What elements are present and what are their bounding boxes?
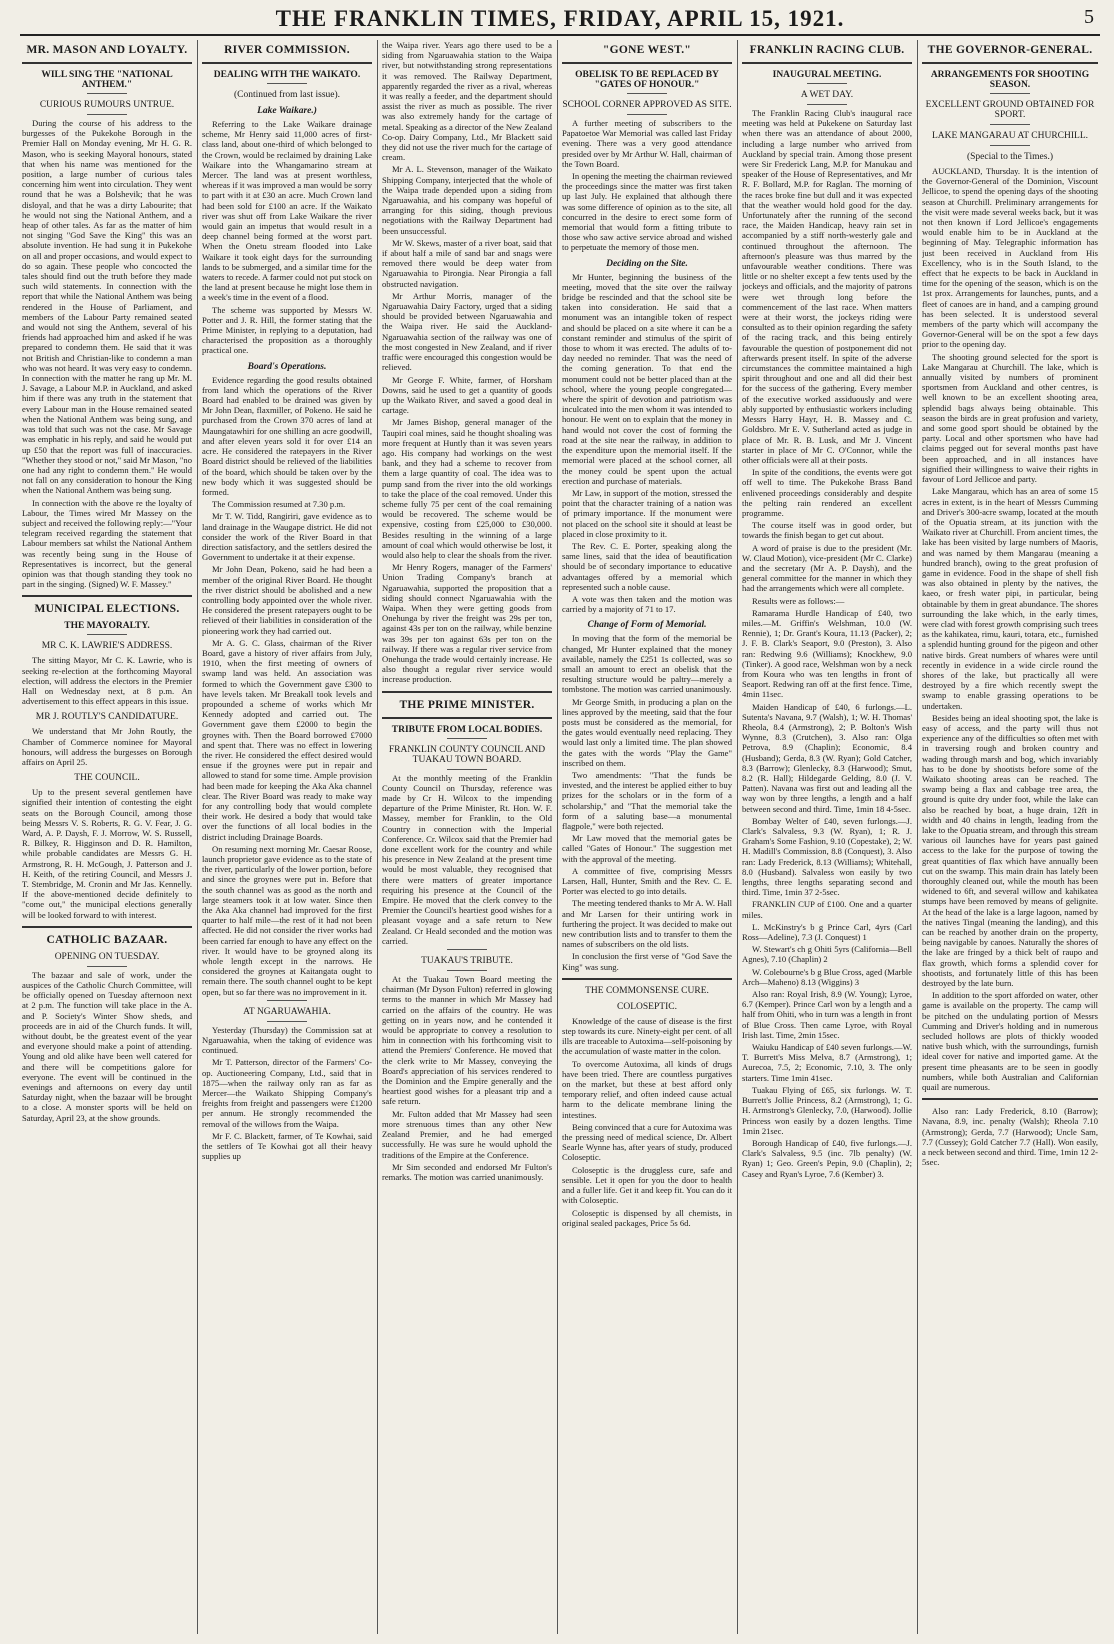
article-subheading: SCHOOL CORNER APPROVED AS SITE.	[562, 100, 732, 110]
paragraph: To overcome Autoxima, all kinds of drugs have been tried. There are countless purgatives on the market, but these at best afford only temporary relief, and often indeed cause actual harm to the delicate membrane lining the intestines.	[562, 1058, 732, 1120]
paragraph: Coloseptic is dispensed by all chemists, in original sealed packages, Price 5s 6d.	[562, 1207, 732, 1228]
paragraph: Besides being an ideal shooting spot, the lake is easy of access, and the party will thus not experience any of the difficulties so often met with in traversing rough and broken country and wading through marsh and bog, which invariably has to be done by shootists before some of the Waikato shooting areas can be reached. The swamp being a flax and cabbage tree area, the ground is quite dry under foot, while the lake can also be reached by boat, a huge drain, 12ft in width and 40 chains in length, leading from the lake to the Opuatia stream, and through this stream various oil launches have for years past gained access to the lake for the purpose of towing the great quantities of flax which have annually been cut on the swamp. This main drain has lately been thoroughly cleaned out, while the mouth has been widened to 6ft, and several willow and kahikatea stumps have been removed by means of gelignite. At the head of the lake is a large lagoon, named by the natives Tingal (meaning the landing), and this can be reached by another drain on the property, being navigable by canoes. Naturally the shores of the lake are fringed by a thick belt of raupo and flax growth, which forms a splendid cover for shootists, and fortunately little of this has been destroyed by the late burn.	[922, 712, 1098, 989]
paragraph: In opening the meeting the chairman reviewed the proceedings since the matter was first taken up last July. He explained that although there was some difference of opinion as to the site, all concurred in the desire to erect some form of memorial that would form a fitting tribute to those who saw active service abroad and wished to perpetuate the memory of those men.	[562, 171, 732, 253]
divider	[22, 926, 192, 928]
column-6	[922, 40, 1098, 1634]
column-3	[382, 40, 552, 1634]
article-headline: RIVER COMMISSION.	[224, 44, 350, 56]
column-2	[202, 40, 372, 1634]
paragraph: In addition to the sport afforded on water, other game is available on the property. The camp will be pitched on the undulating portion of Messrs Cumming and Driver's holding and in numerous secluded hollows are plots of thickly wooded native bush which, with the surroundings, furnish ideal cover for native and imported game. At the present time pheasants are to be seen in goodly numbers, while both Australian and Californian quail are numerous.	[922, 990, 1098, 1093]
paragraph: Mr T. W. Tidd, Rangiriri, gave evidence as to land drainage in the Waugape district. He did not consider the work of the River Board in that direction satisfactory, and the settlers desired the Government to undertake it at their expense.	[202, 511, 372, 563]
article-subheading: AT NGARUAWAHIA.	[243, 1006, 331, 1017]
article-headline: MR. MASON AND LOYALTY.	[26, 44, 188, 56]
section-subhead: Change of Form of Memorial.	[587, 620, 707, 631]
paragraph: In connection with the above re the loyalty of Labour, the Times wired Mr Massey on the subject and received the following reply:—"Your telegram received regarding the statement that Labour members sat whilst the National Anthem was recently being sung in the House of Representatives is incorrect, but the general opinion was that though standing they took no part in the singing. (Signed) W. F. Massey."	[22, 497, 192, 590]
paragraph: The meeting tendered thanks to Mr A. W. Hall and Mr Larsen for their untiring work in furthering the project. It was decided to make out new contribution lists and to transfer to them the names of subscribers on the old lists.	[562, 898, 732, 950]
section-subhead: Deciding on the Site.	[606, 258, 688, 269]
race-result: Bombay Welter of £40, seven furlongs.—J. Clark's Salvaless, 9.3 (W. Ryan), 1; R. J. Graham's Some Fashion, 9.10 (Copestake), 2; W. H. Madill's Commission, 8.8 (Conquest), 3. Also ran: Lady Frederick, 8.13 (Williams); Whitehall, 8.0 (Husband). Salvaless won easily by two lengths, three lengths separating second and third. Time, 1min 37 2-5sec.	[742, 815, 912, 898]
article-subheading: (Continued from last issue).	[233, 90, 341, 100]
section-subhead: Lake Waikare.)	[257, 106, 317, 116]
race-result: Waiuku Handicap of £40 seven furlongs.—W. T. Burrett's Miss Melva, 8.7 (Armstrong), 1; Aurecoa, 7.5, 2; Economic, 7.10, 3. The only starters. Time 1min 41sec.	[742, 1042, 912, 1083]
paragraph: Coloseptic is the druggless cure, safe and sensible. Let it open for you the door to health and a fuller life. Get it and keep fit. You can do it with Coloseptic.	[562, 1164, 732, 1206]
paragraph: Two amendments: "That the funds be invested, and the interest be applied either to buy prizes for the scholars or in the form of a scholarship," and "That the memorial take the form of a saluting base—a monumental flagpole," were both rejected.	[562, 769, 732, 831]
paragraph: Being convinced that a cure for Autoxima was the pressing need of medical science, Dr. Albert Searle Wynne has, after years of study, produced Coloseptic.	[562, 1121, 732, 1163]
article-subheading: OPENING ON TUESDAY.	[54, 951, 160, 962]
paragraph: Mr. Fulton added that Mr Massey had seen more strenuous times than any other New Zealand Premier, and he had emerged successfully. He was sure he would uphold the traditions of the Empire at the Conference.	[382, 1108, 552, 1160]
article-headline: THE COMMONSENSE CURE.	[585, 985, 709, 996]
article-subheading: EXCELLENT GROUND OBTAINED FOR SPORT.	[925, 100, 1095, 120]
paragraph: Results were as follows:—	[752, 595, 845, 606]
divider	[922, 62, 1098, 64]
divider	[562, 62, 732, 64]
divider	[87, 114, 127, 115]
paragraph: At the monthly meeting of the Franklin County Council on Thursday, reference was made by Cr H. Wilcox to the impending departure of the Prime Minister, Rt. Hon. W. F. Massey, member for Franklin, to the Old Country in connection with the Imperial Conference. Cr. Wilcox said that the Premier had done excellent work for the country and while his presence in New Zealand at the present time would be most valuable, they recognised that there were matters of greater importance requiring his presence at the Council of the Empire. He moved that the clerk convey to the Premier the Council's heartiest good wishes for a pleasant voyage and a safe return to New Zealand. Cr Heald seconded and the motion was carried.	[382, 772, 552, 946]
section-subhead: Board's Operations.	[247, 361, 327, 372]
paragraph: The course itself was in good order, but towards the finish began to get cut about.	[742, 520, 912, 541]
paragraph: Mr Law, in support of the motion, stressed the point that the character training of a nation was of primary importance. If the monument were not placed on the school site it should at least be placed in close proximity to it.	[562, 487, 732, 539]
race-result: Also ran: Lady Frederick, 8.10 (Barrow); Navana, 8.9, inc. penalty (Walsh); Rheola 7.10 (Armstrong); Gerda, 7.7 (Harwood); Uncle Sam, 7.7 (Cussey); Gold Catcher 7.7 (Hall). Won easily, a neck between second and third. Time, 1min 12 2-5sec.	[922, 1106, 1098, 1168]
article-subheading: TUAKAU'S TRIBUTE.	[421, 956, 513, 967]
article-subheading: COLOSEPTIC.	[617, 1001, 677, 1012]
divider	[447, 769, 487, 770]
divider	[922, 1098, 1098, 1100]
paragraph: Mr George Smith, in producing a plan on the lines approved by the meeting, said that the four posts must be considered as the memorial, for the gates would eventually need replacing. They would last only a limited time. The plan showed the gates with the words "Play the Game" inscribed on them.	[562, 696, 732, 768]
column-rule	[377, 40, 378, 1634]
paragraph: Up to the present several gentlemen have signified their intention of contesting the eight seats on the Borough Council, among those being Messrs V. S. Roberts, R. G. V. Fear, J. G. Ward, A. P. Daysh, F. J. Morrow, W. S. Russell, R. Bilkey, R. Higginson and D. R. Hamilton, while probable candidates are Messrs G. H. Armstrong, R. H. McGough, J. Patterson and J. H. Keith, of the retiring Council, and Messrs J. T. Stembridge, M. Cronin and Mr Jas. Kennelly. If the above-mentioned decide definitely to "come out," the municipal elections generally will be looked forward to with interest.	[22, 787, 192, 920]
paragraph: Mr A. G. C. Glass, chairman of the River Board, gave a history of river affairs from July, 1910, when the first meeting of owners of swamp land was held. An association was formed to which the Government gave £300 to have levels taken. Mr Breakall took levels and propounded a scheme of works which Mr Kennedy adopted and carried out. The Government gave them £2000 to begin the groynes with. Then the Board borrowed £7000 and spent that. There was no effect in lowering the river. He considered the effect desired would ensue if the groynes were put in repair and allowed to stand for some time. Ample provision had been made for keeping the Aka Aka channel clear. The River Board was ready to make way for any controlling body that would complete their work. He desired a body that would take over the functions of all local bodies in the district including Drainage Boards.	[202, 637, 372, 842]
race-result: Borough Handicap of £40, five furlongs.—J. Clark's Salvaless, 9.5 (inc. 7lb penalty) (W. Ryan) 1; Geo. Green's Pepin, 9.0 (Chaplin), 2; Casey and Ryan's Lyroe, 7.6 (Kember) 3.	[742, 1137, 912, 1179]
race-result: W. Stewart's ch g Ohiti 5yrs (California—Bell Agnes), 7.10 (Chaplin) 2	[742, 944, 912, 965]
article-headline: CATHOLIC BAZAAR.	[46, 933, 168, 946]
article-subheading: OBELISK TO BE REPLACED BY "GATES OF HONOUR."	[575, 70, 719, 90]
article-headline: "GONE WEST."	[602, 44, 692, 56]
paragraph: Mr James Bishop, general manager of the Taupiri coal mines, said he thought shoaling was more frequent at Huntly than it was seven years ago. His company had workings on the west bank, and they had a scheme to recover from them a large quantity of coal. The idea was to pump sand from the river into the old workings to take the place of the coal removed. Under this scheme fully 75 per cent of the coal remaining would be recovered. The scheme would be expensive, costing from £25,000 to £30,000. Besides resulting in the winning of a large amount of coal which would otherwise be lost, it would also help to clear the shoals from the river.	[382, 417, 552, 560]
paragraph: Mr A. L. Stevenson, manager of the Waikato Shipping Company, interjected that the whole of the Waipa trade depended upon a siding from Ngaruawahia, and his company was hopeful of arranging for this siding, though previous negotiations with the Railway Department had been unsuccessful.	[382, 164, 552, 236]
paragraph: The scheme was supported by Messrs W. Potter and J. R. Hill, the former stating that the Prime Minister, in replying to a deputation, had characterised the proposition as a thoroughly practical one.	[202, 304, 372, 356]
paragraph: A further meeting of subscribers to the Papatoetoe War Memorial was called last Friday evening. There was a very good attendance presided over by Mr Arthur W. Hall, chairman of the Town Board.	[562, 118, 732, 169]
divider	[382, 691, 552, 693]
paragraph: At the Tuakau Town Board meeting the chairman (Mr Dyson Fulton) referred in glowing terms to the manner in which Mr Massey had carried on the affairs of the country. He was getting on in years now, and he contended it would be appropriate to convey a resolution to him in connection with his forthcoming visit to attend the Premiers' Conference. He moved that the clerk write to Mr Massey, conveying the Board's appreciation of his services rendered to the Dominion and the Empire generally and the heartiest good wishes for a pleasant trip and a safe return.	[382, 974, 552, 1107]
article-subheading: TRIBUTE FROM LOCAL BODIES.	[391, 724, 543, 735]
divider	[22, 62, 192, 64]
race-result: Tuakau Flying of £65, six furlongs. W. T. Burrett's Jollie Princess, 8.2 (Armstrong), 1; G. H. Armstrong's Glenlecky, 7.0, (Harwood). Jollie Princess won easily by a dozen lengths. Time 1min 21sec.	[742, 1084, 912, 1136]
paragraph: In moving that the form of the memorial be changed, Mr Hunter explained that the money available, namely the £251 1s collected, was so small an amount to erect an obelisk that the resulting structure would be paltry—merely a tombstone. The motion was carried unanimously.	[562, 633, 732, 695]
paragraph: the Waipa river. Years ago there used to be a siding from Ngaruawahia station to the Waipa river, but notwithstanding strong representations it was removed. The Railway Department, apparently regarded the river as a rival, whereas it was really a feeder, and the department should assist the river as much as possible. The river was also extremely handy for the cartage of metal. Speaking as a director of the New Zealand Co-op. Dairy Company, Ltd., Mr Blackett said they did not use the river much for the cartage of cream.	[382, 40, 552, 163]
divider	[447, 738, 487, 739]
divider	[22, 595, 192, 597]
paragraph: Evidence regarding the good results obtained from land which the operations of the River Board had enabled to be drained was given by Mr John Dean, flaxmiller, of Pokeno. He said he purchased from the Crown 370 acres of land at Maungatawhiri for one shilling an acre goodwill, and after eleven years sold it for over £14 an acre. He considered the ratepayers in the River Board district should be relieved of the liabilities of the board, which should be taken over by the new body which it was suggested should be formed.	[202, 374, 372, 497]
article-subheading: LAKE MANGARAU AT CHURCHILL.	[931, 131, 1089, 141]
article-subheading: A WET DAY.	[800, 90, 854, 100]
column-rule	[917, 40, 918, 1634]
article-subheading: ARRANGEMENTS FOR SHOOTING SEASON.	[930, 70, 1090, 90]
paragraph: The sitting Mayor, Mr C. K. Lawrie, who is seeking re-election at the forthcoming Mayoral election, will address the electors in the Premier Hall on Wednesday next, at 8 p.m. An advertisement to this effect appears in this issue.	[22, 655, 192, 707]
paragraph: Mr W. Skews, master of a river boat, said that if about half a mile of sand bar and snags were removed there would be deep water from Ngaruawahia to Pirongia. Near Pirongia a fall obstructed navigation.	[382, 237, 552, 289]
article-headline: THE GOVERNOR-GENERAL.	[927, 44, 1093, 56]
divider	[87, 634, 127, 635]
paragraph: Knowledge of the cause of disease is the first step towards its cure. Ninety-eight per cent. of all ills are traceable to Autoxima—self-poisoning by the accumulation of waste matter in the colon.	[562, 1015, 732, 1057]
divider	[267, 83, 307, 84]
column-5	[742, 40, 912, 1634]
divider	[990, 93, 1030, 94]
divider	[627, 93, 667, 94]
column-rule	[737, 40, 738, 1634]
divider	[87, 966, 127, 967]
divider	[202, 62, 372, 64]
paragraph: During the course of his address to the burgesses of the Pukekohe Borough in the Premier Hall on Monday evening, Mr H. G. R. Mason, who is seeking Mayoral honours, stated that when his name was mentioned for the position, a large number of curious tales concerning him went into circulation. They went round that he was a Bolshevik; that he was disloyal, and that he was a dirty Labourite; that he would not sing the National Anthem, and a heap of other tales. As far as the matter of him not singing "God Save the King" this was an absolute invention. He had sung it in Pukekohe on all and proper occasions, and would expect to do so again. These people who concocted the tales should find out the truth before they made such wild statements. In connection with the report that while the National Anthem was being rendered in the House of Parliament, and members of the Labour Party remained seated and would not sing the Anthem, several of his friends had approached him and asked if he was prepared to condemn them. He said that it was not British and Christian-like to condemn a man who was not heard. It was very easy to condemn. In connection with the matter he rang up Mr. M. J. Savage, a Labour M.P. in Auckland, and asked him if there was any truth in the statement that every Labour man in the House remained seated when the National Anthem was being sung, and was told that such was not the case. Mr Savage was emphatic in his reply, and said he would put up £50 that the report was full of inaccuracies. "Whether they stood or not," said Mr Mason, "no one had any right to condemn them." He would not fall on any consideration to honour the King when the National Anthem was being sung.	[22, 118, 192, 496]
paragraph: AUCKLAND, Thursday. It is the intention of the Governor-General of the Dominion, Viscount Jellicoe, to spend the opening days of the shooting season at Churchill. Preliminary arrangements for the visit were made several weeks back, but it was not then known if Lord Jellicoe's engagements would enable him to be in Auckland at the beginning of May. Telegraphic information has just been received in Auckland from His Excellency, who is in the South Island, to the effect that he expects to be back in Auckland in time for the opening of the season, which is on the 1st prox. Arrangements for launches, punts, and a fleet of canoes are in hand, and a camping ground has been selected. It is understood several members of the party which will accompany the Governor-General will be on the spot a few days prior to the opening day.	[922, 166, 1098, 350]
paragraph: A committee of five, comprising Messrs Larsen, Hall, Hunter, Smith and the Rev. C. E. Porter was elected to go into details.	[562, 865, 732, 897]
divider	[267, 1021, 307, 1022]
paragraph: The bazaar and sale of work, under the auspices of the Catholic Church Committee, will be officially opened on Tuesday afternoon next at 2 p.m. The function will take place in the A. and P. Society's Winter Show sheds, and proceeds are in aid of the Church funds. It will, without doubt, be the greatest event of the year and everyone should make a point of attending. Young and old alike have been well catered for and there will be competitions galore for everyone. The event will be continued in the evenings and afternoons on every day until Saturday night, when the bazaar will be brought to a close. A monster sports will be held on Saturday, April 23, at the show grounds.	[22, 969, 192, 1123]
race-result: L. McKinstry's b g Prince Carl, 4yrs (Carl Ross—Adeline), 7.3 (J. Conquest) 1	[742, 921, 912, 943]
column-rule	[557, 40, 558, 1634]
article-subheading: MR C. K. LAWRIE'S ADDRESS.	[41, 641, 173, 652]
paragraph: Mr Law moved that the memorial gates be called "Gates of Honour." The suggestion met with the approval of the meeting.	[562, 833, 732, 864]
paragraph: In conclusion the first verse of "God Save the King" was sung.	[562, 951, 732, 972]
paragraph: Mr Hunter, beginning the business of the meeting, moved that the site over the railway bridge be rescinded and that the school site be taken into consideration. He said that a monument was an intangible token of respect and should be placed on a site where it can be a constant reminder and stimulus of the spirit of those to whom it was erected. The adults of to-day needed no reminder. That was the need of the coming generation. To that end the monument could not be better placed than at the school, where the young people congregated—where the spirit of devotion and patriotism was inculcated into the men whom it was intended to honour. He went on to explain that the money in hand would not cover the cost of forming the road at the site near the railway, in addition to the expenditure upon the memorial itself. If the memorial were placed at the school corner, all the money could be spent upon the actual erection and purchase of materials.	[562, 271, 732, 486]
paragraph: Mr George F. White, farmer, of Horsham Downs, said he used to get a quantity of goods up the Waikato River, and saved a good deal in cartage.	[382, 374, 552, 416]
paragraph: A word of praise is due to the president (Mr. W. Claud Motion), vice-president (Mr C. Clarke) and the secretary (Mr A. P. Daysh), and the general committee for the manner in which they had the arrangements which were all complete.	[742, 542, 912, 594]
divider	[447, 949, 487, 950]
paragraph: Yesterday (Thursday) the Commission sat at Ngaruawahia, when the taking of evidence was continued.	[202, 1024, 372, 1056]
divider	[807, 83, 847, 84]
paragraph: We understand that Mr John Routly, the Chamber of Commerce nominee for Mayoral honours, will address the burgesses on Borough affairs on April 25.	[22, 726, 192, 767]
race-result: Maiden Handicap of £40, 6 furlongs.—L. Sutenta's Navana, 9.7 (Walsh), 1; W. H. Thomas' Rheola, 8.4 (Armstrong), 2; P. Bolton's Wish Wynne, 8.3 (Crutchen), 3. Also ran: Olga Petrova, 8.9 (Chaplin); Economic, 8.4 (Husband); Gerda, 8.3 (W. Ryan); Gold Catcher, 8.3 (Barrow); Glenlecky, 8.3 (Harwood); Smut, 8.2 (R. Hall); Hildegarde Gelding, 8.0 (J. V. Patten). Navana was first out and leading all the way won by three lengths, a length and a half between second and third. Time, 1min 18 4-5sec.	[742, 701, 912, 814]
paragraph: The shooting ground selected for the sport is Lake Mangarau at Churchill. The lake, which is annually visited by numbers of prominent sportsmen from Auckland and other centres, is well known to be an excellent shooting area, splendid bags always being obtainable. This season the birds are in great profusion and variety, and some good sport should be obtained by the party. Local and other sportsmen who have had claims pegged out for several months past have been approached, and in all instances have signified their willingness to waive their rights in favour of Lord Jellicoe and party.	[922, 351, 1098, 485]
divider	[87, 93, 127, 94]
column-rule	[197, 40, 198, 1634]
race-result: Also ran: Royal Irish, 8.9 (W. Young); Lyroe, 6.7 (Kemper). Prince Carl won by a length and a half from Ohiti, who in turn was a length in front of Blue Cross. Then came Lyroe, with Royal Irish last. Time, 2min 15sec.	[742, 989, 912, 1040]
paragraph: Mr T. Patterson, director of the Farmers' Co-op. Auctioneering Company, Ltd., said that in 1875—when the railway only ran as far as Mercer—the Waikato Shipping Company's freights from freight and passengers were £1200 per annum. He strongly recommended the removal of the willows from the Waipa.	[202, 1057, 372, 1129]
paragraph: Referring to the Lake Waikare drainage scheme, Mr Henry said 11,000 acres of first-class land, about one-third of which belonged to the Crown, would be reclaimed by draining Lake Waikare into the Whangamarino stream at Mercer. The land was at present worthless, whereas if it was improved a man would be sorry to part with it at £30 an acre. Much Crown land had been sold for £100 an acre. If the Waikato river was shut off from Lake Waikare the river would gain an impetus that would result in a deep channel being formed at the worst part. When the Onetu stream flooded into Lake Waikare it took eight days for the surrounding lands to be submerged, and a similar time for the waters to recede. A farmer could not put stock on the land at present because he might lose them in a week's time in the event of a flood.	[202, 119, 372, 303]
page-number: 5	[1084, 6, 1094, 28]
paragraph: Mr Henry Rogers, manager of the Farmers' Union Trading Company's branch at Ngaruawahia, supported the proposition that a siding should connect Ngaruawahia with the Waipa. When they were getting goods from Onehunga by river the freight was 29s per ton, against 43s per ton on the railway, while benzine was 39s per ton against 63s per ton on the railway. If there was a regular river service from Onehunga the trade would certainly increase. He also thought a regular river service would increase production.	[382, 562, 552, 685]
paragraph: Mr Sim seconded and endorsed Mr Fulton's remarks. The motion was carried unanimously.	[382, 1161, 552, 1182]
column-4	[562, 40, 732, 1634]
article-headline: FRANKLIN RACING CLUB.	[749, 44, 905, 56]
article-subheading: WILL SING THE "NATIONAL ANTHEM."	[41, 70, 173, 90]
article-subheading: FRANKLIN COUNTY COUNCIL AND TUAKAU TOWN BOARD.	[388, 744, 546, 765]
article-subheading: THE COUNCIL.	[74, 773, 140, 784]
race-result: Ramarama Hurdle Handicap of £40, two miles.—M. Griffin's Welshman, 10.0 (W. Rennie), 1; Dr. Grant's Koura, 11.13 (Packer), 2; J. F. B. Clark's Seaport, 9.0 (Preston), 3. Also ran: Redwing 9.6 (Williams); Knockhew, 9.0 (Tinker). A good race, Welshman won by a neck from Koura who was ten lengths in front of Seaport. Redwing ran off at the first fence. Time, 4min 11sec.	[742, 607, 912, 700]
article-subheading: INAUGURAL MEETING.	[772, 70, 882, 80]
divider	[382, 717, 552, 719]
paragraph: The Franklin Racing Club's inaugural race meeting was held at Pukekene on Saturday last when there was an attendance of about 2000, including a large number who arrived from Auckland by special train. Among those present were Sir Frederick Lang, M.P. for Manukau and speaker of the House of Representatives, and Mr R. F. Bollard, M.P. for Raglan. The morning of the races broke fine but dull and it was expected that the weather would hold good for the day. Unfortunately after the running of the second race, the Maiden Handicap, heavy rain set in accompanied by a stiff north-westerly gale and continued throughout the afternoon. The afternoon's pleasure was thus marred by the unfavourable weather conditions. There was little or no shelter except a few tents used by the jockeys and officials, and the majority of patrons were wet through long before the commencement of the last race. When matters were at their worst, the jockeys riding were consulted as to their opinion regarding the safety of the racing track, and this being entirely favourable the question of postponement did not afterwards present itself. In spite of the adverse circumstances the committee maintained a high spirit throughout and one and all did their best for the success of the gathering. Every member of the executive worked assiduously and were ably supported by enthusiastic workers including Messrs Harry Hayr, H. B. Massey and C. Goldsbro. Mr E. V. Sutherland acted as judge in place of Mr. R. B. Lusk, and Mr J. Vincent starter in place of Mr C. O'Connor, while the other officials were all at their posts.	[742, 108, 912, 465]
column-1	[22, 40, 192, 1634]
article-subheading: (Special to the Times.)	[966, 152, 1054, 162]
article-subheading: MR J. ROUTLY'S CANDIDATURE.	[35, 712, 179, 723]
divider	[267, 1000, 307, 1001]
paragraph: In spite of the conditions, the events were got off well to time. The Pukekohe Brass Band enlivened proceedings considerably and despite the pelting rain rendered an excellent programme.	[742, 467, 912, 518]
paragraph: The Commission resumed at 7.30 p.m.	[212, 499, 346, 510]
article-subheading: THE MAYORALTY.	[64, 621, 150, 632]
article-subheading: DEALING WITH THE WAIKATO.	[213, 70, 361, 80]
divider	[990, 124, 1030, 125]
paragraph: A vote was then taken and the motion was carried by a majority of 71 to 17.	[562, 593, 732, 615]
masthead	[20, 4, 1100, 36]
divider	[990, 145, 1030, 146]
paragraph: On resuming next morning Mr. Caesar Roose, launch proprietor gave evidence as to the state of the river, particularly of the lower portion, before and since the groynes were put in. Before that the south channel was as good as the north and large steamers took it at low water. Since then the Aka Aka channel had improved for the first quarter to half mile—the rest of it had not been affected. He did not consider the river works had been carried far enough to have any effect on the river. It would have to be groyned along its whole length except in the narrows. He considered the groynes at Kaitangata ought to remain there. The south channel ought to be kept open, but so far there was no improvement in it.	[202, 843, 372, 997]
divider	[627, 114, 667, 115]
article-headline: MUNICIPAL ELECTIONS.	[34, 603, 180, 616]
paragraph: Mr John Dean, Pokeno, said he had been a member of the original River Board. He thought the river district should be abolished and a new controlling body appointed over the whole river. He considered the present ratepayers ought to be relieved of their liabilities in consideration of the pioneering work they had carried out.	[202, 564, 372, 636]
divider	[562, 978, 732, 980]
newspaper-title: THE FRANKLIN TIMES, FRIDAY, APRIL 15, 1921.	[275, 6, 845, 31]
paragraph: The Rev. C. E. Porter, speaking along the same lines, said that the idea of beautification should be of secondary importance to educative advantages offered by a memorial which represented such a noble cause.	[562, 540, 732, 592]
paragraph: Mr F. C. Blackett, farmer, of Te Kowhai, said the settlers of Te Kowhai got all their heavy supplies up	[202, 1130, 372, 1162]
divider	[447, 970, 487, 971]
page-columns	[20, 40, 1100, 1634]
race-result: W. Colebourne's b g Blue Cross, aged (Marble Arch—Maheno) 8.13 (Wiggins) 3	[742, 966, 912, 987]
race-result: FRANKLIN CUP of £100. One and a quarter miles.	[742, 899, 912, 920]
paragraph: Lake Mangarau, which has an area of some 15 acres in extent, is in the heart of Messrs Cumming and Driver's 300-acre swamp, located at the mouth of the Opuatia stream, at its junction with the Waikato river at Churchill. From ancient times, the lake has been visited by large numbers of Maoris, and was named by them Mangarau (meaning a hundred branch), owing to the great profusion of game in evidence. Food in the shape of shell fish was also obtained in plenty by the natives, the kaeo, or fresh water pipi, in particular, being obtainable by them in great abundance. The shores surrounding the lake which, in the early times, were clad with forest growth comprising such trees as the kahikatea, rimu, kauri, totara, etc., furnished a splendid hunting ground for the pigeon and other native birds. Great numbers of whares were until recently in evidence in a wide circle round the shores of the lake, but practically all were destroyed by a fire which recently swept the swamp to enable grassing operations to be undertaken.	[922, 486, 1098, 711]
paragraph: Mr Arthur Morris, manager of the Ngaruawahia Dairy Factory, urged that a siding should be provided between Ngaruawahia and the Waipa river. He said the Auckland-Ngaruawahia section of the railway was one of the most congested in New Zealand, and if river traffic were encouraged this congestion would be relieved.	[382, 290, 552, 373]
divider	[807, 104, 847, 105]
article-headline: THE PRIME MINISTER.	[399, 698, 535, 711]
article-subheading: CURIOUS RUMOURS UNTRUE.	[39, 100, 175, 110]
divider	[742, 62, 912, 64]
